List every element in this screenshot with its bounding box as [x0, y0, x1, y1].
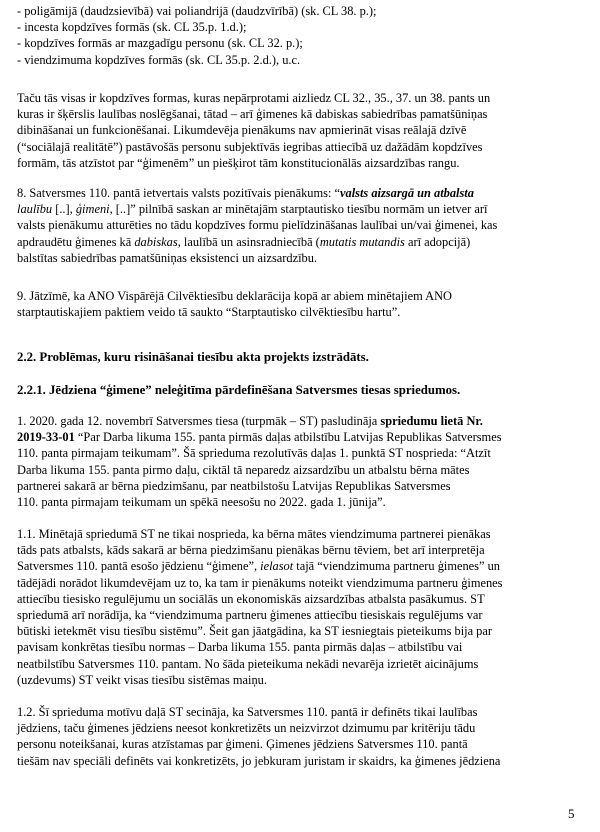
text-line: (uzdevums) ST veikt visas tiesību sistēmas maiņu.	[17, 672, 267, 687]
text-line: 9. Jātzīmē, ka ANO Vispārējā Cilvēktiesību deklarācija kopā ar abiem minētajiem ANO	[17, 289, 452, 303]
paragraph-9	[17, 288, 452, 320]
text-line: (“sociālajā realitātē”) pastāvošās personu subjektīvās iegribas attiecībā uz dažādām kopdzīves	[17, 139, 483, 154]
paragraph-cohabitation-forms	[17, 90, 490, 171]
emphasis-text: ielasot	[260, 559, 294, 574]
text-run: tajā “viendzimuma partneru ģimenes” un	[293, 559, 500, 574]
text-line: attiecību tiesisko regulējumu un sociālās un ekonomiskās aizsardzības atbalsta pasākumus. ST	[17, 591, 485, 606]
text-line: kuras ir šķērslis laulības noslēgšanai, tātad – arī ģimenes kā dabiskas sabiedrības pamatšūniņas	[17, 107, 488, 122]
text-line: tādējādi norādot likumdevējam uz to, ka tam ir pienākums noteikt viendzimuma partneru ģimenes	[17, 575, 503, 590]
list-item: - viendzimuma kopdzīves formās (sk. CL 35.p. 2.d.), u.c.	[17, 52, 301, 67]
emphasis-text: laulību	[17, 202, 53, 217]
text-line: balstītas sabiedrības pamatšūniņas eksistenci un aizsardzību.	[17, 250, 318, 265]
text-line: valsts pienākumu atturēties no tādu kopdzīves formu pielīdzināšanas laulībai un/vai ģimenei, kas	[17, 218, 498, 233]
text-run: , [..]” pilnībā saskan ar minētajām starptautisko tiesību normām un ietver arī	[109, 202, 488, 217]
text-line: būtiski ietekmēt visu tiesību sistēmu”. Šeit gan jāatgādina, ka ST iesniegtais pieteikums bija par	[17, 624, 493, 639]
text-line: 1.1. Minētajā spriedumā ST ne tikai nosprieda, ka bērna mātes viendzimuma partnerei pienākas	[17, 527, 491, 541]
text-line: dibināšanai un funkcionēšanai. Likumdevēja pienākums nav apmierināt visas reālajā dzīvē	[17, 123, 467, 138]
subsection-heading: 2.2.1. Jēdziena “ģimene” neleģitīma pārdefinēšana Satversmes tiesas spriedumos.	[17, 383, 461, 397]
text-line: 1.2. Šī sprieduma motīvu daļā ST secināja, ka Satversmes 110. pantā ir definēts tikai laulības	[17, 705, 478, 719]
cohabitation-forms-list	[17, 3, 376, 68]
page-number: 5	[568, 806, 575, 821]
text-line	[17, 234, 497, 250]
list-item: - poligāmijā (daudzsievībā) vai poliandrijā (daudzvīrībā) (sk. CL 38. p.);	[17, 4, 377, 18]
text-run: “Par Darba likuma 155. panta pirmās daļas atbilstību Latvijas Republikas Satversmes	[74, 430, 502, 445]
text-line: starptautiskajiem paktiem veido tā saukto “Starptautisko cilvēktiesību hartu”.	[17, 305, 401, 320]
text-run: apdraudētu ģimenes kā	[17, 234, 135, 249]
text-run: [..],	[52, 202, 76, 217]
case-reference: spriedumu lietā Nr.	[380, 414, 483, 428]
text-line	[17, 201, 497, 217]
text-line: jēdziens, taču ģimenes jēdziens neesot konkretizēts un neizvirzot dzimumu par kritēriju tādu	[17, 721, 476, 736]
text-line: pavisam konkrētas tiesību normas – Darba likuma 155. panta pirmās daļas – atbilstību vai	[17, 640, 463, 655]
text-line	[17, 429, 502, 445]
emphasis-text: valsts aizsargā un atbalsta	[340, 186, 474, 200]
text-line: personu noteikšanai, kuras atzīstamas par ģimeni. Ģimenes jēdziens Satversmes 110. pantā	[17, 737, 468, 752]
list-item: - incesta kopdzīves formās (sk. CL 35.p. 1.d.);	[17, 20, 247, 35]
emphasis-text: ģimeni	[75, 202, 110, 217]
text-run: 1. 2020. gada 12. novembrī Satversmes tiesa (turpmāk – ST) pasludināja	[17, 414, 381, 428]
text-line: 110. panta pirmajam teikumam”. Šā sprieduma rezolutīvās daļas 1. punktā ST nosprieda: “Atzīt	[17, 446, 491, 461]
text-line: spriedumā arī norādīja, ka “viendzimuma partneru ģimenes attiecību tiesiskais regulējums var	[17, 608, 483, 623]
text-line: Taču tās visas ir kopdzīves formas, kuras nepārprotami aizliedz CL 32., 35., 37. un 38. pants un	[17, 91, 491, 105]
section-heading: 2.2. Problēmas, kuru risināšanai tiesību akta projekts izstrādāts.	[17, 350, 369, 364]
paragraph-8	[17, 185, 497, 266]
case-number: 2019-33-01	[17, 430, 75, 445]
text-line: neatbilstību Satversmes 110. pantam. No šāda pieteikuma nekādi nevarēja izrietēt aicinājums	[17, 656, 479, 671]
text-line	[17, 413, 502, 429]
emphasis-text: dabiskas,	[134, 234, 181, 249]
text-line	[17, 185, 497, 201]
text-line	[17, 558, 503, 574]
text-run: laulībā un asinsradniecībā (	[180, 234, 320, 249]
text-run: Satversmes 110. pantā esošo jēdzienu “ģimene”,	[17, 559, 261, 574]
text-line: formām, tās atzīstot par “ģimenēm” un piešķirot tām konstitucionālās aizsardzības rangu.	[17, 155, 460, 170]
text-run: 8. Satversmes 110. pantā ietvertais valsts pozitīvais pienākums: “	[17, 186, 341, 200]
text-line: 110. panta pirmajam teikumam un spēkā neesošu no 2022. gada 1. jūnija”.	[17, 495, 386, 510]
paragraph-1	[17, 413, 502, 510]
list-item: - kopdzīves formās ar mazgadīgu personu (sk. CL 32. p.);	[17, 36, 303, 51]
text-run: arī adopcijā)	[404, 234, 471, 249]
text-line: tāds pats atbalsts, kāds sakarā ar bērna piedzimšanu pienākas bērnu tēviem, bet arī interpretēja	[17, 543, 485, 558]
paragraph-1-2	[17, 704, 500, 769]
paragraph-1-1	[17, 526, 503, 688]
text-line: tiešām nav speciāli definēts vai konkretizēts, jo jebkuram juristam ir skaidrs, ka ģimenes jēdziena	[17, 753, 501, 768]
emphasis-text: mutatis mutandis	[319, 234, 405, 249]
text-line: partnerei sakarā ar bērna piedzimšanu, par neatbilstošu Latvijas Republikas Satversmes	[17, 478, 451, 493]
text-line: Darba likuma 155. panta pirmo daļu, ciktāl tā neparedz aizsardzību un atbalstu bērna mātes	[17, 462, 470, 477]
